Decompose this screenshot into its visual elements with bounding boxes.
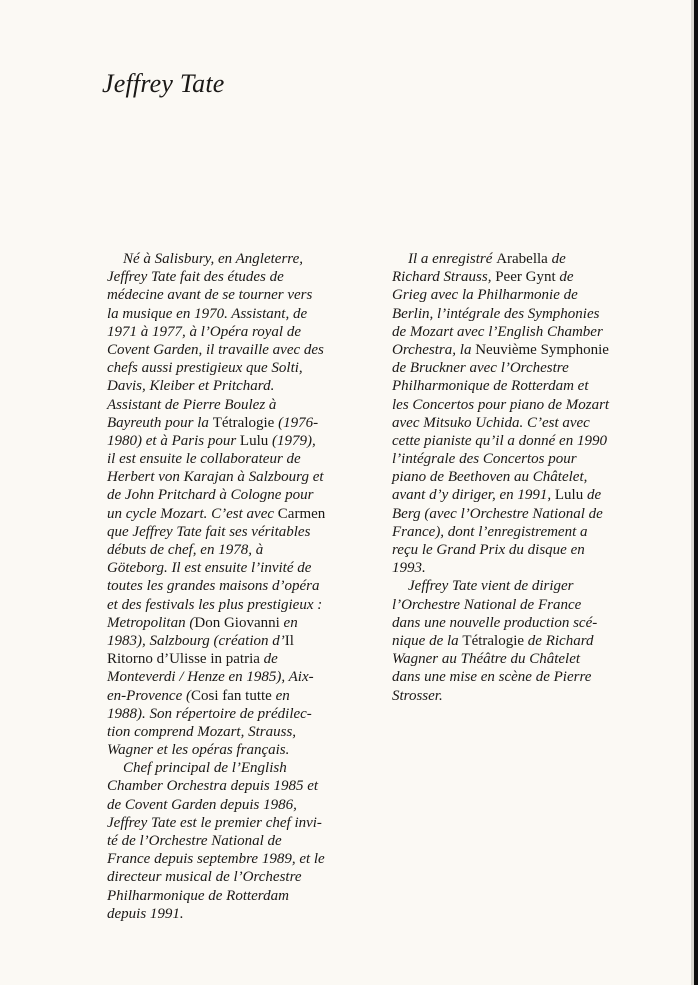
biography-left-column: [107, 250, 325, 923]
text-run: té de l’Orchestre National de: [107, 833, 282, 849]
text-line: [107, 868, 325, 886]
text-run: cette pianiste qu’il a donné en 1990: [392, 432, 607, 449]
work-title: Cosi fan tutte: [190, 687, 272, 704]
text-run: les Concertos pour piano de Mozart: [392, 396, 610, 413]
text-run: débuts de chef, en 1978, à: [107, 542, 264, 558]
text-run: avec Mitsuko Uchida. C’est avec: [392, 414, 590, 431]
text-line: [107, 596, 325, 614]
text-line: [107, 541, 325, 559]
text-run: de: [583, 487, 602, 504]
text-run: directeur musical de l’Orchestre: [107, 869, 302, 886]
text-line: [392, 505, 609, 523]
text-run: nique de la: [392, 632, 463, 649]
text-line: [107, 850, 325, 868]
text-run: Bayreuth pour la: [107, 414, 213, 431]
text-run: 1988). Son répertoire de prédilec-: [107, 705, 312, 722]
text-run: reçu le Grand Prix du disque en: [392, 542, 585, 558]
text-run: et des festivals les plus prestigieux :: [107, 596, 323, 613]
text-run: il est ensuite le collaborateur de: [107, 451, 301, 468]
text-run: Berlin, l’intégrale des Symphonies: [392, 305, 600, 322]
work-title: Don Giovanni: [194, 614, 280, 631]
text-run: Grieg avec la Philharmonie de: [392, 287, 578, 304]
text-line: [392, 486, 609, 504]
text-line: [107, 523, 325, 541]
text-line: [392, 377, 609, 395]
text-line: [107, 286, 325, 304]
text-line: [392, 305, 609, 323]
text-run: France depuis septembre 1989, et le: [107, 851, 325, 868]
text-line: [107, 486, 325, 504]
text-line: [392, 614, 609, 632]
text-run: Jeffrey Tate est le premier chef invi-: [107, 814, 322, 831]
text-run: toutes les grandes maisons d’opéra: [107, 578, 320, 595]
text-line: [107, 377, 325, 395]
text-run: médecine avant de se tourner vers: [107, 287, 313, 304]
text-line: [392, 632, 609, 650]
text-line: [107, 414, 325, 432]
text-run: Wagner au Théâtre du Châtelet: [392, 651, 581, 668]
text-run: France), dont l’enregistrement a: [392, 523, 588, 540]
text-line: [392, 250, 609, 268]
text-run: Wagner et les opéras français.: [107, 742, 290, 759]
text-run: Richard Strauss,: [392, 269, 496, 286]
biography-right-column: [392, 250, 609, 705]
text-run: depuis 1991.: [107, 905, 184, 922]
text-line: [392, 687, 609, 705]
work-title: Arabella: [496, 251, 548, 267]
text-run: Göteborg. Il est ensuite l’invité de: [107, 560, 312, 577]
text-line: [392, 523, 609, 541]
text-run: de John Pritchard à Cologne pour: [107, 487, 314, 504]
work-title: Neuvième Symphonie: [475, 341, 609, 358]
text-line: [107, 323, 325, 341]
text-line: [107, 250, 325, 268]
text-run: dans une nouvelle production scé-: [392, 614, 598, 631]
text-run: Chamber Orchestra depuis 1985 et: [107, 778, 319, 795]
text-run: la musique en 1970. Assistant, de: [107, 305, 308, 322]
text-run: un cycle Mozart. C’est avec: [107, 505, 278, 522]
text-line: [107, 650, 325, 668]
work-title: Tétralogie: [212, 414, 275, 431]
text-run: Covent Garden, il travaille avec des: [107, 341, 324, 358]
text-line: [107, 814, 325, 832]
text-run: Herbert von Karajan à Salzbourg et: [107, 469, 324, 486]
text-line: [392, 286, 609, 304]
text-line: [392, 596, 609, 614]
text-run: de Mozart avec l’English Chamber: [392, 323, 603, 340]
text-run: piano de Beethoven au Châtelet,: [392, 469, 588, 486]
text-run: de: [555, 269, 574, 286]
text-line: [107, 341, 325, 359]
text-run: Jeffrey Tate vient de diriger: [408, 578, 574, 595]
page-title: Jeffrey Tate: [102, 69, 225, 98]
text-run: chefs aussi prestigieux que Solti,: [107, 360, 303, 377]
text-line: [392, 468, 609, 486]
text-run: tion comprend Mozart, Strauss,: [107, 723, 297, 740]
text-run: de: [259, 651, 278, 668]
text-line: [107, 614, 325, 632]
text-line: [107, 632, 325, 650]
work-title: Lulu: [554, 487, 584, 504]
text-line: [392, 450, 609, 468]
text-run: de Richard: [524, 632, 594, 649]
text-run: de Covent Garden depuis 1986,: [107, 796, 297, 813]
text-line: [392, 268, 609, 286]
text-line: [392, 341, 609, 359]
text-line: [107, 832, 325, 850]
work-title: Tétralogie: [462, 632, 525, 649]
text-line: [392, 359, 609, 377]
text-line: [107, 905, 325, 923]
text-line: [107, 741, 325, 759]
text-run: de Bruckner avec l’Orchestre: [392, 360, 569, 377]
text-line: [392, 650, 609, 668]
text-line: [107, 668, 325, 686]
text-run: dans une mise en scène de Pierre: [392, 669, 592, 686]
text-line: [392, 541, 609, 559]
text-line: [107, 887, 325, 905]
text-run: l’Orchestre National de France: [392, 596, 582, 613]
text-run: Assistant de Pierre Boulez à: [107, 396, 277, 413]
text-run: Il a enregistré: [408, 251, 497, 267]
text-run: en: [271, 687, 290, 704]
work-title: Carmen: [277, 505, 326, 522]
text-line: [392, 432, 609, 450]
work-title: Il: [284, 632, 294, 649]
text-line: [107, 505, 325, 523]
text-run: Philharmonique de Rotterdam: [107, 887, 289, 904]
text-run: Orchestra, la: [392, 341, 476, 358]
text-line: [107, 396, 325, 414]
text-line: [107, 777, 325, 795]
work-title: Lulu: [239, 432, 269, 449]
text-line: [107, 705, 325, 723]
text-run: Monteverdi / Henze en 1985), Aix-: [107, 669, 314, 686]
page-edge: [694, 0, 698, 985]
text-run: avant d’y diriger, en 1991,: [392, 487, 555, 504]
text-run: 1971 à 1977, à l’Opéra royal de: [107, 323, 302, 340]
text-run: 1993.: [392, 560, 426, 577]
text-run: 1983), Salzbourg (création d’: [107, 632, 285, 649]
text-line: [107, 468, 325, 486]
text-run: en-Provence (: [107, 687, 191, 704]
text-run: que Jeffrey Tate fait ses véritables: [107, 523, 311, 540]
text-line: [107, 577, 325, 595]
text-line: [392, 414, 609, 432]
text-run: 1980) et à Paris pour: [107, 432, 240, 449]
text-line: [107, 305, 325, 323]
text-run: Chef principal de l’English: [123, 760, 287, 777]
text-line: [392, 559, 609, 577]
text-line: [107, 723, 325, 741]
text-line: [392, 323, 609, 341]
text-run: de: [547, 251, 566, 267]
text-run: l’intégrale des Concertos pour: [392, 451, 577, 468]
text-line: [107, 432, 325, 450]
text-run: Né à Salisbury, en Angleterre,: [123, 251, 303, 267]
text-line: [107, 268, 325, 286]
work-title: Ritorno d’Ulisse in patria: [107, 651, 260, 668]
text-run: Davis, Kleiber et Pritchard.: [107, 378, 275, 395]
text-line: [392, 396, 609, 414]
text-line: [392, 577, 609, 595]
work-title: Peer Gynt: [495, 269, 556, 286]
text-run: (1979),: [268, 432, 316, 449]
text-run: en: [279, 614, 298, 631]
text-run: Berg (avec l’Orchestre National de: [392, 505, 603, 522]
text-run: Metropolitan (: [107, 614, 195, 631]
text-run: (1976-: [274, 414, 319, 431]
text-line: [107, 796, 325, 814]
text-run: Jeffrey Tate fait des études de: [107, 269, 284, 286]
text-line: [107, 559, 325, 577]
text-line: [107, 359, 325, 377]
text-line: [107, 450, 325, 468]
text-run: Philharmonique de Rotterdam et: [392, 378, 589, 395]
text-line: [392, 668, 609, 686]
text-run: Strosser.: [392, 687, 443, 704]
text-line: [107, 759, 325, 777]
text-line: [107, 687, 325, 705]
